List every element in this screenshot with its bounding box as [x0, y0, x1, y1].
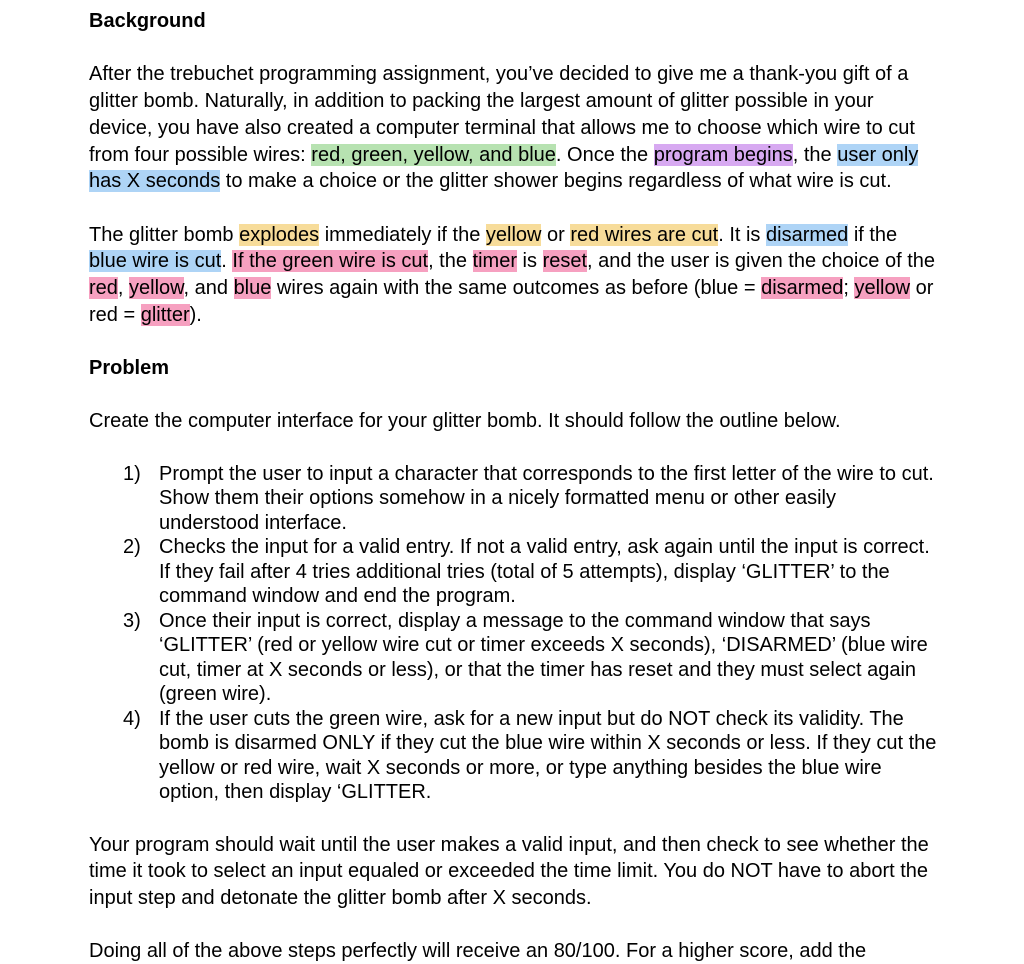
- highlighted-text: disarmed: [766, 223, 849, 246]
- highlighted-text: yellow: [129, 277, 184, 299]
- text-run: . Once the: [555, 143, 654, 166]
- closing-paragraph: Your program should wait until the user makes a valid input, and then check to see whether the time it took to select an input equaled or exceeded the time limit. You do NOT have to abort the input step and detonate the glitter bomb after X seconds.: [89, 833, 929, 909]
- text-run: is: [517, 250, 543, 273]
- step-number: 1): [123, 462, 141, 485]
- step-text: If the user cuts the green wire, ask for a new input but do NOT check its validity. The bomb is disarmed ONLY if they cut the blue wire within X seconds or less. If they cut the yellow or red wire, wait X seconds or more, or type anything besides the blue wire option, then display ‘GLITTER.: [159, 707, 937, 804]
- highlighted-text: red: [89, 277, 118, 299]
- text-run: ).: [189, 303, 202, 326]
- step-number: 3): [123, 609, 141, 632]
- highlighted-text: blue: [233, 277, 272, 299]
- text-run: ,: [117, 277, 130, 299]
- highlighted-text: yellow: [854, 277, 911, 299]
- highlighted-text: If the green wire is cut: [232, 250, 429, 273]
- text-run: if the: [848, 223, 898, 246]
- text-run: , the: [428, 250, 473, 273]
- background-paragraph-1: [89, 61, 939, 195]
- highlighted-text: glitter: [140, 303, 190, 326]
- cutoff-line: Doing all of the above steps perfectly will receive an 80/100. For a higher score, add the: [89, 939, 867, 962]
- step-item: [89, 535, 939, 609]
- step-text: Checks the input for a valid entry. If not a valid entry, ask again until the input is correct. If they fail after 4 tries additional tries (total of 5 attempts), display ‘GLITTER’ to the command window and end the program.: [159, 536, 930, 608]
- document-page: [89, 8, 939, 964]
- text-run: to make a choice or the glitter shower begins regardless of what wire is cut.: [220, 170, 892, 193]
- text-run: immediately if the: [319, 223, 486, 246]
- step-text: Prompt the user to input a character that corresponds to the first letter of the wire to cut. Show them their options somehow in a nicely formatted menu or other easily understood interface.: [159, 462, 934, 534]
- text-run: , the: [792, 143, 838, 166]
- highlighted-text: program begins: [653, 143, 793, 166]
- problem-heading: Problem: [89, 357, 170, 380]
- highlighted-text: timer: [472, 250, 517, 273]
- highlighted-text: disarmed: [761, 277, 844, 299]
- step-item: [89, 609, 939, 707]
- steps-list: [89, 462, 939, 805]
- highlighted-text: explodes: [239, 223, 320, 246]
- problem-intro: Create the computer interface for your glitter bomb. It should follow the outline below.: [89, 410, 841, 433]
- step-text: Once their input is correct, display a message to the command window that says ‘GLITTER’ (red or yellow wire cut or timer exceeds X seconds), ‘DISARMED’ (blue wire cut, timer at X seconds or less), or that the timer has reset and they must select again (green wire).: [159, 609, 928, 706]
- background-heading: Background: [89, 10, 206, 32]
- step-number: 4): [123, 707, 141, 730]
- highlighted-text: red, green, yellow, and blue: [311, 143, 556, 166]
- step-item: [89, 707, 939, 805]
- highlighted-text: red wires are cut: [570, 223, 719, 246]
- text-run: wires again with the same outcomes as before (blue =: [271, 277, 762, 299]
- highlighted-text: blue wire is cut: [89, 250, 222, 273]
- text-run: .: [221, 250, 233, 273]
- highlighted-text: reset: [542, 250, 588, 273]
- text-run: , and the user is given the choice of the: [587, 250, 936, 273]
- text-run: , and: [183, 277, 234, 299]
- text-run: ;: [843, 277, 855, 299]
- text-run: or red =: [89, 277, 934, 326]
- background-paragraph-2: [89, 222, 939, 329]
- text-run: After the trebuchet programming assignment, you’ve decided to give me a thank-you gift of a glitter bomb. Naturally, in addition to packing the largest amount of glitter possible in your device, you have also created a computer terminal that allows me to choose which wire to cut from four possible wires:: [89, 63, 915, 166]
- step-number: 2): [123, 536, 141, 559]
- highlighted-text: yellow: [485, 223, 542, 246]
- text-run: or: [541, 223, 571, 246]
- text-run: The glitter bomb: [89, 223, 240, 246]
- text-run: . It is: [718, 223, 766, 246]
- step-item: [89, 462, 939, 536]
- highlighted-text: user only has X seconds: [89, 143, 919, 193]
